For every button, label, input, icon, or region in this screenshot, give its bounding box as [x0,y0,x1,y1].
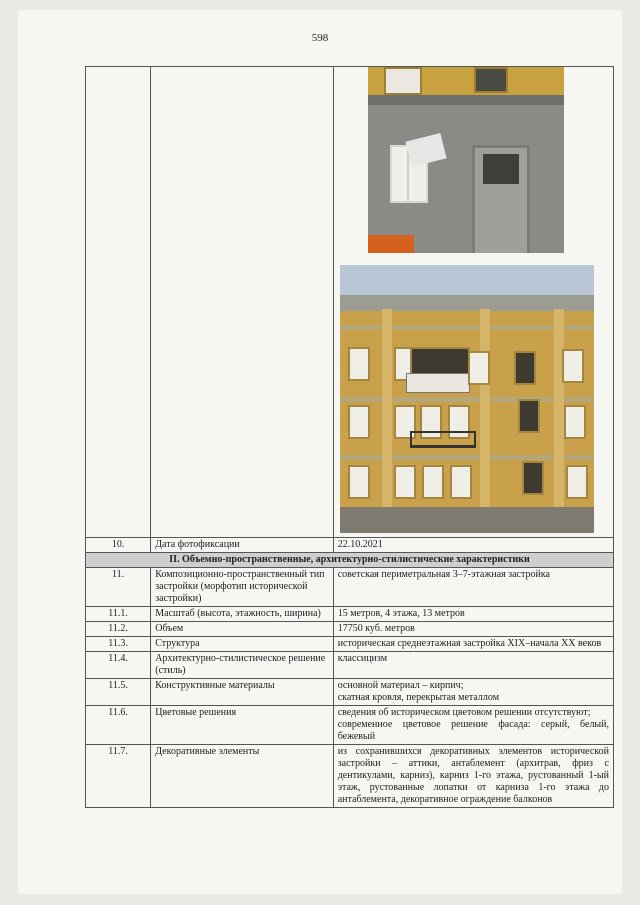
table-row [86,637,614,652]
value-line: сведения об историческом цветовом решении отсутствуют; [337,707,591,718]
row-value: классицизм [333,652,613,679]
row-value [333,706,613,745]
table-row [86,652,614,679]
row-value: из сохранившихся декоративных элементов исторической застройки – аттики, антаблемент (архитрав, фриз с дентикулами, карниз), карниз 1-го этажа, рустованный 1-ый этаж, рустованные лопатки от карниза 1-го этажа до антаблемента, декоративное ограждение балконов [333,745,613,808]
value-line: скатная кровля, перекрытая металлом [337,692,500,703]
section-header [86,553,614,568]
row-number: 11.6. [86,706,151,745]
page-number: 598 [311,32,329,44]
row-label: Дата фотофиксации [151,538,333,553]
value-line: современное цветовое решение фасада: серый, белый, бежевый [337,719,609,742]
row-value: 15 метров, 4 этажа, 13 метров [333,607,613,622]
facade-detail-photo [368,67,564,253]
row-number: 11. [86,568,151,607]
row-number: 11.1. [86,607,151,622]
row-label: Цветовые решения [151,706,333,745]
row-value: историческая среднеэтажная застройка XIX–начала XX веков [333,637,613,652]
row-value: 22.10.2021 [333,538,613,553]
table-row [86,745,614,808]
document-page [18,10,622,894]
row-value: советская периметральная 3–7-этажная застройка [333,568,613,607]
table-row [86,622,614,637]
value-line: основной материал – кирпич; [337,680,464,691]
characteristics-table [85,66,614,808]
row-label: Архитектурно-стилистическое решение (стиль) [151,652,333,679]
photo-row [86,67,614,538]
row-value [333,679,613,706]
row-label: Объем [151,622,333,637]
table-row [86,607,614,622]
row-label: Композиционно-пространственный тип застройки (морфотип исторической застройки) [151,568,333,607]
row-number: 11.4. [86,652,151,679]
table-row [86,679,614,706]
row-number: 11.7. [86,745,151,808]
row-number: 11.2. [86,622,151,637]
row-value: 17750 куб. метров [333,622,613,637]
row-number: 11.5. [86,679,151,706]
section-title: II. Объемно-пространственные, архитектурно-стилистические характеристики [86,553,614,568]
table-row [86,568,614,607]
facade-photo [340,265,594,533]
table-row [86,538,614,553]
row-number: 10. [86,538,151,553]
row-number: 11.3. [86,637,151,652]
photo-cell [333,67,613,538]
row-label: Конструктивные материалы [151,679,333,706]
row-label: Масштаб (высота, этажность, ширина) [151,607,333,622]
row-label: Структура [151,637,333,652]
table-row [86,706,614,745]
row-label: Декоративные элементы [151,745,333,808]
